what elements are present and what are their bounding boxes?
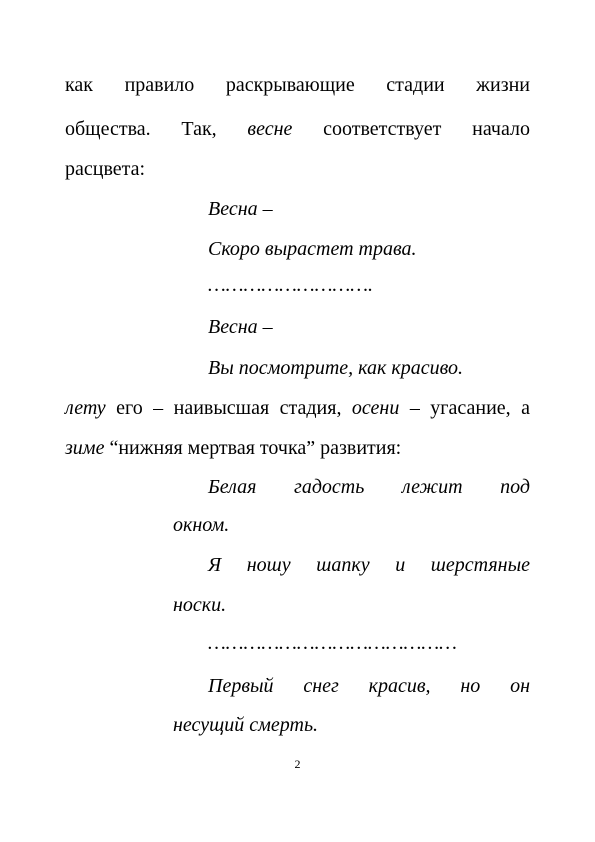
- poem2-line2: окном.: [173, 514, 230, 536]
- para2-line1-d: – угасание, а: [409, 397, 530, 419]
- poem1-line5: Вы посмотрите, как красиво.: [208, 357, 464, 379]
- para1-line2-c: соответствует начало: [323, 118, 530, 140]
- para2-line2-a: зиме: [65, 437, 105, 459]
- poem2-line6: Первый снег красив, но он: [208, 675, 530, 697]
- para2-line2-b: “нижняя мертвая точка” развития:: [109, 437, 402, 459]
- para2-line1-a: лету: [65, 397, 106, 419]
- para2-line1: [65, 396, 530, 420]
- poem1-line4: Весна –: [208, 316, 273, 338]
- para2-line1-b: его – наивысшая стадия,: [116, 397, 342, 419]
- page-number: 2: [294, 757, 301, 771]
- para1-line2: [65, 117, 530, 141]
- para1-line2-b: весне: [247, 118, 293, 140]
- poem1-line3: ……………………….: [208, 274, 374, 296]
- para2-line2: [65, 436, 401, 460]
- poem2-line3: Я ношу шапку и шерстяные: [208, 554, 530, 576]
- para1-line1: как правило раскрывающие стадии жизни: [65, 74, 530, 96]
- poem2-line1: Белая гадость лежит под: [208, 476, 530, 498]
- para1-line3: расцвета:: [65, 158, 146, 180]
- poem2-line4: носки.: [173, 594, 227, 616]
- poem2-line5: ……………………………………: [208, 632, 457, 654]
- para1-line2-a: общества. Так,: [65, 118, 217, 140]
- para2-line1-c: осени: [351, 397, 400, 419]
- poem1-line2: Скоро вырастет трава.: [208, 238, 417, 260]
- poem1-line1: Весна –: [208, 198, 273, 220]
- poem2-line7: несущий смерть.: [173, 714, 319, 736]
